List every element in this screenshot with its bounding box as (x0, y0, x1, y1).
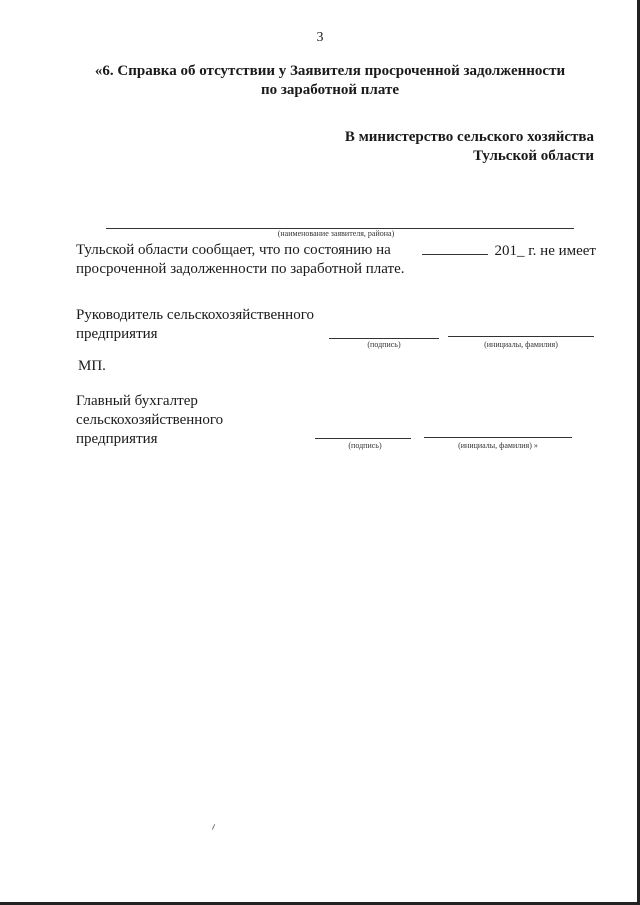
document-title (60, 62, 600, 100)
accountant-name-line (424, 437, 572, 438)
accountant-position-label (76, 392, 223, 449)
accountant-line-3: предприятия (76, 431, 158, 447)
title-line-1: «6. Справка об отсутствии у Заявителя просроченной задолженности (94, 63, 566, 79)
head-line-1: Руководитель сельскохозяйственного (76, 307, 314, 323)
accountant-name-caption: (инициалы, фамилия) » (458, 441, 538, 450)
head-signature-line (329, 338, 439, 339)
head-position-label (76, 306, 314, 344)
head-signature-caption: (подпись) (367, 340, 401, 349)
statement-paragraph (76, 241, 596, 278)
date-blank-field (422, 241, 488, 255)
accountant-line-2: сельскохозяйственного (76, 412, 224, 428)
statement-year-text: 201_ г. не имеет (494, 243, 596, 259)
head-name-line (448, 336, 594, 337)
accountant-line-1: Главный бухгалтер (76, 393, 198, 409)
applicant-caption: (наименование заявителя, района) (277, 229, 395, 238)
accountant-signature-line (315, 438, 411, 439)
head-line-2: предприятия (76, 326, 158, 342)
accountant-signature-caption: (подпись) (348, 441, 382, 450)
head-name-caption: (инициалы, фамилия) (484, 340, 558, 349)
scan-speck (212, 824, 215, 830)
stamp-mark: МП. (78, 358, 106, 374)
statement-part-1: Тульской области сообщает, что по состоянию на (76, 242, 391, 258)
addressee-line-2: Тульской области (473, 148, 594, 164)
addressee-line-1: В министерство сельского хозяйства (344, 129, 594, 145)
addressee-block (345, 128, 594, 166)
title-line-2: по заработной плате (261, 82, 399, 98)
page-number: 3 (316, 30, 324, 45)
statement-line-2: просроченной задолженности по заработной плате. (76, 261, 405, 277)
